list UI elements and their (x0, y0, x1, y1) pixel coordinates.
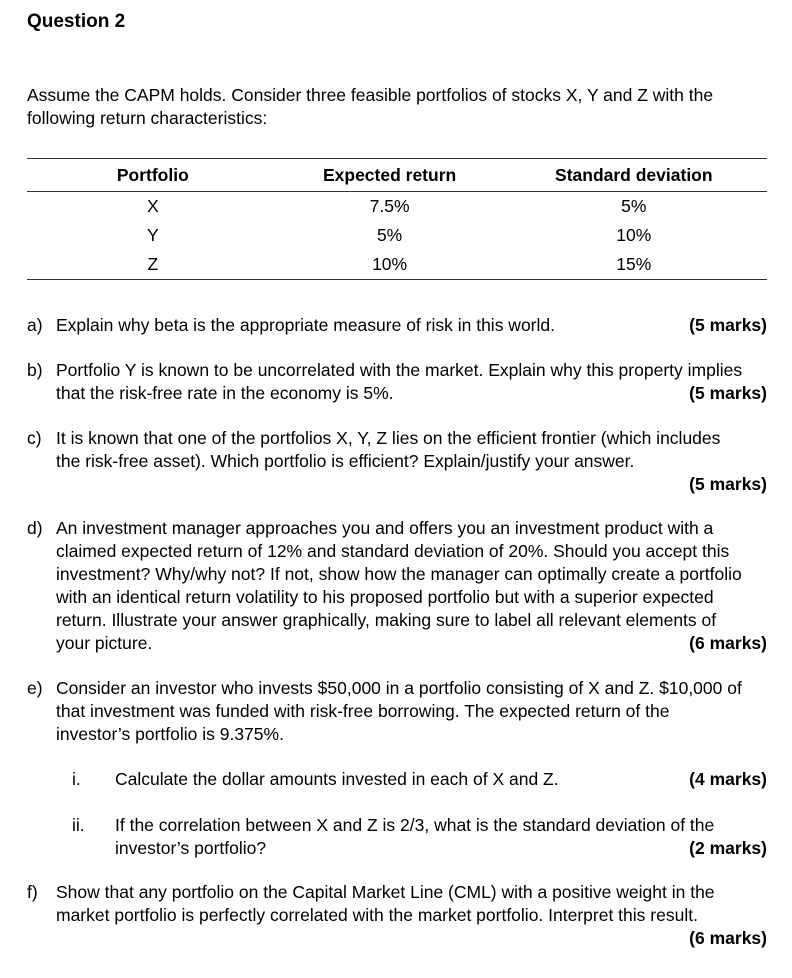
question-c-label: c) (27, 428, 42, 448)
cell-standard-deviation: 5% (621, 196, 647, 216)
cell-portfolio: X (146, 196, 159, 216)
question-e-i (72, 768, 767, 791)
intro-paragraph: Assume the CAPM holds. Consider three feasible portfolios of stocks X, Y and Z with the following return characteristics: (27, 85, 714, 128)
question-heading: Question 2 (27, 11, 126, 32)
question-b (27, 359, 767, 405)
question-b-marks: (5 marks) (689, 383, 767, 403)
question-e-ii (72, 814, 767, 860)
table-row (27, 250, 767, 280)
question-a (27, 314, 767, 337)
question-e-ii-text: If the correlation between X and Z is 2/3, what is the standard deviation of the investor’s portfolio? (115, 815, 715, 858)
cell-portfolio: Z (147, 254, 159, 274)
question-e (27, 677, 767, 746)
question-a-label: a) (27, 315, 43, 335)
table-row (27, 192, 767, 222)
question-b-label: b) (27, 360, 43, 380)
question-e-i-marks: (4 marks) (689, 769, 767, 789)
question-e-label: e) (27, 678, 43, 698)
table-row (27, 221, 767, 250)
question-f-marks: (6 marks) (689, 928, 767, 948)
question-e-text: Consider an investor who invests $50,000 in a portfolio consisting of X and Z. $10,000 of that investment was funded with risk-free borrowing. The expected return of the investor’s portfolio is 9.375%. (56, 678, 742, 744)
question-c (27, 427, 767, 494)
question-a-marks: (5 marks) (689, 315, 767, 335)
header-portfolio: Portfolio (116, 164, 189, 185)
cell-expected-return: 7.5% (369, 196, 410, 216)
question-e-ii-marks: (2 marks) (689, 838, 767, 858)
header-standard-deviation: Standard deviation (555, 164, 713, 185)
question-f-label: f) (27, 882, 38, 902)
question-e-ii-label: ii. (72, 815, 85, 835)
question-f-text: Show that any portfolio on the Capital Market Line (CML) with a positive weight in the market portfolio is perfectly correlated with the market portfolio. Interpret this result. (56, 882, 715, 925)
cell-portfolio: Y (146, 225, 159, 245)
question-e-i-label: i. (72, 769, 81, 789)
cell-standard-deviation: 10% (616, 225, 652, 245)
portfolio-table (27, 158, 767, 280)
header-expected-return: Expected return (322, 164, 457, 185)
question-d-text: An investment manager approaches you and offers you an investment product with a claimed expected return of 12% and standard deviation of 20%. Should you accept this investment? Why/why not? If not, show how the manager can optimally create a portfolio with an identical return volatility to his proposed portfolio but with a superior expected return. Illustrate your answer graphically, making sure to label all relevant elements of your picture. (56, 518, 742, 653)
question-a-text: Explain why beta is the appropriate measure of risk in this world. (56, 315, 555, 335)
question-d-label: d) (27, 518, 43, 538)
question-f (27, 881, 767, 948)
cell-standard-deviation: 15% (616, 254, 652, 274)
cell-expected-return: 10% (372, 254, 408, 274)
question-d (27, 517, 767, 655)
question-b-text: Portfolio Y is known to be uncorrelated with the market. Explain why this property implies that the risk-free rate in the economy is 5%. (56, 360, 743, 403)
question-e-i-text: Calculate the dollar amounts invested in each of X and Z. (115, 769, 559, 789)
question-d-marks: (6 marks) (689, 633, 767, 653)
question-c-text: It is known that one of the portfolios X, Y, Z lies on the efficient frontier (which includes the risk-free asset). Which portfolio is efficient? Explain/justify your answer. (56, 428, 721, 471)
table-header-row (27, 159, 767, 192)
cell-expected-return: 5% (376, 225, 403, 245)
question-c-marks: (5 marks) (689, 474, 767, 494)
